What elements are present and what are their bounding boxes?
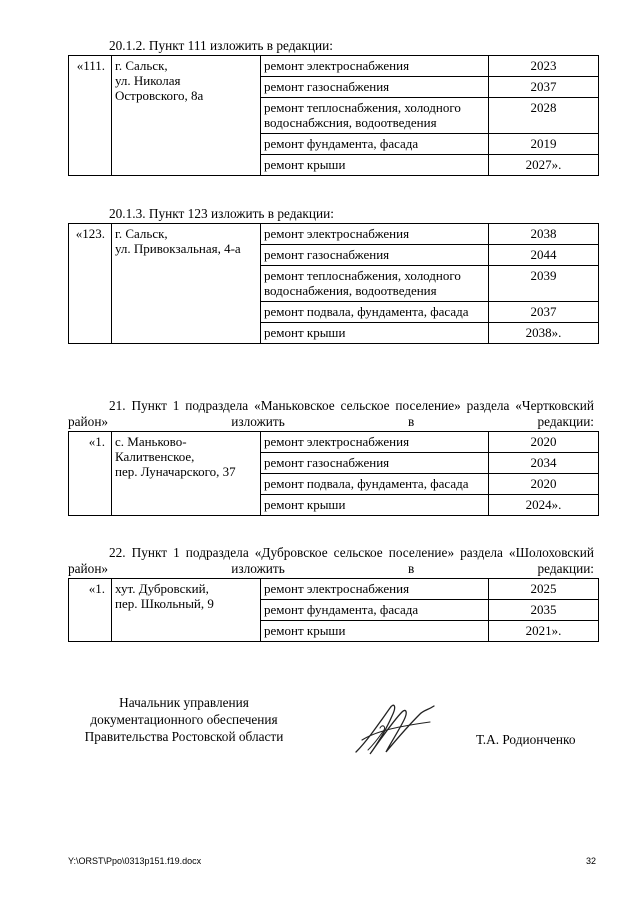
work-year: 2028: [489, 98, 599, 134]
work-year: 2020: [489, 432, 599, 453]
work-type: ремонт газоснабжения: [261, 453, 489, 474]
table-section-2: [68, 223, 599, 344]
table-section-1: [68, 55, 599, 176]
address-line: ул. Николая: [115, 73, 181, 88]
item-number: «123.: [69, 224, 112, 344]
work-type: ремонт подвала, фундамента, фасада: [261, 302, 489, 323]
work-type: ремонт газоснабжения: [261, 77, 489, 98]
work-type: ремонт подвала, фундамента, фасада: [261, 474, 489, 495]
address-line: г. Сальск,: [115, 58, 168, 73]
address-line: хут. Дубровский,: [115, 581, 209, 596]
section-heading-4: 22. Пункт 1 подраздела «Дубровское сельское поселение» раздела «Шолоховский район» изложить в редакции:: [68, 545, 594, 576]
signatory-name: Т.А. Родионченко: [476, 732, 576, 747]
page-number: 32: [586, 856, 597, 866]
work-year: 2027».: [489, 155, 599, 176]
item-number: «1.: [69, 432, 112, 516]
address-cell: [112, 56, 261, 176]
work-year: 2019: [489, 134, 599, 155]
work-type: ремонт электроснабжения: [261, 432, 489, 453]
address-line: ул. Привокзальная, 4-а: [115, 241, 241, 256]
table-row: [69, 579, 599, 600]
work-type: ремонт электроснабжения: [261, 56, 489, 77]
item-number: «111.: [69, 56, 112, 176]
signatory-title-line: Начальник управления: [119, 695, 249, 710]
work-year: 2025: [489, 579, 599, 600]
work-year: 2020: [489, 474, 599, 495]
work-year: 2037: [489, 302, 599, 323]
signatory-title: [68, 694, 300, 745]
table-row: [69, 224, 599, 245]
address-line: пер. Луначарского, 37: [115, 464, 236, 479]
section-heading-1: 20.1.2. Пункт 111 изложить в редакции:: [109, 38, 333, 53]
work-type: ремонт крыши: [261, 495, 489, 516]
address-line: Калитвенское,: [115, 449, 195, 464]
handwritten-signature-icon: [350, 700, 440, 760]
signatory-title-line: документационного обеспечения: [90, 712, 278, 727]
file-path: Y:\ORST\Ppo\0313p151.f19.docx: [68, 856, 202, 866]
work-year: 2023: [489, 56, 599, 77]
address-line: г. Сальск,: [115, 226, 168, 241]
table-row: [69, 56, 599, 77]
work-type: ремонт электроснабжения: [261, 224, 489, 245]
work-year: 2035: [489, 600, 599, 621]
address-cell: [112, 432, 261, 516]
signatory-title-line: Правительства Ростовской области: [84, 729, 284, 744]
work-type: ремонт крыши: [261, 323, 489, 344]
work-year: 2038: [489, 224, 599, 245]
address-line: Островского, 8а: [115, 88, 204, 103]
work-year: 2039: [489, 266, 599, 302]
work-type: ремонт крыши: [261, 621, 489, 642]
work-year: 2034: [489, 453, 599, 474]
address-line: пер. Школьный, 9: [115, 596, 214, 611]
table-row: [69, 432, 599, 453]
work-type: ремонт электроснабжения: [261, 579, 489, 600]
work-year: 2021».: [489, 621, 599, 642]
table-section-3: [68, 431, 599, 516]
address-cell: [112, 224, 261, 344]
address-cell: [112, 579, 261, 642]
work-year: 2038».: [489, 323, 599, 344]
work-type: ремонт фундамента, фасада: [261, 134, 489, 155]
address-line: с. Маньково-: [115, 434, 187, 449]
work-type: ремонт теплоснабжения, холодного водоснабжения, водоотведения: [261, 266, 489, 302]
work-type: ремонт газоснабжения: [261, 245, 489, 266]
table-section-4: [68, 578, 599, 642]
section-heading-3: 21. Пункт 1 подраздела «Маньковское сельское поселение» раздела «Чертковский район» изложить в редакции:: [68, 398, 594, 429]
work-type: ремонт теплоснабжения, холодного водоснабжсния, водоотведения: [261, 98, 489, 134]
work-year: 2037: [489, 77, 599, 98]
work-type: ремонт крыши: [261, 155, 489, 176]
section-heading-2: 20.1.3. Пункт 123 изложить в редакции:: [109, 206, 334, 221]
work-year: 2044: [489, 245, 599, 266]
work-year: 2024».: [489, 495, 599, 516]
work-type: ремонт фундамента, фасада: [261, 600, 489, 621]
item-number: «1.: [69, 579, 112, 642]
